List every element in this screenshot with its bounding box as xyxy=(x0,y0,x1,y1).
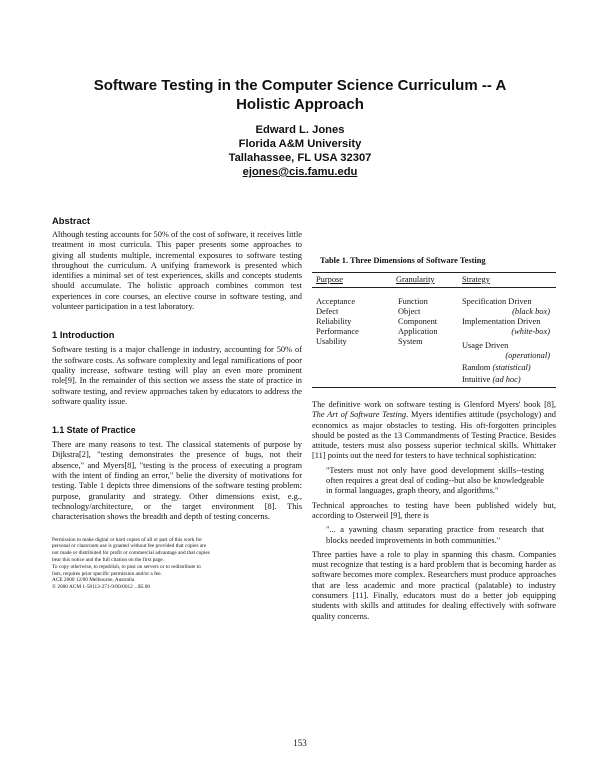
table-cell-purpose: Usability xyxy=(316,337,347,346)
copyright-line: To copy otherwise, to republish, to post on servers or to redistribute to xyxy=(52,563,201,570)
table-header-strategy: Strategy xyxy=(462,275,490,284)
table-header-purpose: Purpose xyxy=(316,275,343,284)
table-cell-strategy-note-text: (ad hoc) xyxy=(492,375,521,384)
author-email[interactable]: ejones@cis.famu.edu xyxy=(242,166,358,178)
paper-title-line-2: Holistic Approach xyxy=(236,96,364,113)
table-cell-strategy: Specification Driven xyxy=(462,297,532,306)
page-number: 153 xyxy=(293,738,307,748)
table-cell-strategy-note-text: (operational) xyxy=(505,351,550,360)
copyright-line: © 2000 ACM 1-58113-271-9/00/0012 ...$5.00 xyxy=(52,584,150,591)
state-of-practice-text: There are many reasons to test. The classical statements of purpose by Dijkstra[2], "testing demonstrates the presence of bugs, not their absence," and Myers[8], "testing is the process of executing a program with the intent of finding an error," belie the diversity of motivations for testing. Table 1 depicts three dimensions of the software testing problem: purpose, granularity and strategy. Other dimensions exist, e.g., technology/architecture, or the target environment [8]. This characterisation shows the breadth and depth of testing concerns. xyxy=(52,440,302,522)
author-name: Edward L. Jones xyxy=(255,124,345,136)
table-top-rule xyxy=(312,272,556,273)
table-cell-strategy xyxy=(462,363,531,373)
author-affiliation: Florida A&M University xyxy=(238,138,362,150)
table-cell-strategy-text: Random xyxy=(462,363,491,372)
copyright-line: Permission to make digital or hard copies of all or part of this work for xyxy=(52,536,203,543)
introduction-text: Software testing is a major challenge in industry, accounting for 50% of the software costs. As software complexity and legal ramifications of poor quality increase, software testing will play an even more prominent role[9]. In the remainder of this section we assess the state of practice in software testing, and review approaches taken by educators to address the software quality issue. xyxy=(52,345,302,406)
table-cell-purpose: Performance xyxy=(316,327,359,336)
table-cell-granularity: System xyxy=(398,337,423,346)
state-of-practice-heading: 1.1 State of Practice xyxy=(52,425,136,436)
abstract-heading: Abstract xyxy=(52,215,91,226)
osterweil-quote: "... a yawning chasm separating practice from research that blocks needed improvements in both communities." xyxy=(326,525,544,545)
table-cell-purpose: Acceptance xyxy=(316,297,356,306)
table-cell-strategy-note-text: (statistical) xyxy=(492,363,531,372)
author-location: Tallahassee, FL USA 32307 xyxy=(228,152,372,164)
table-cell-granularity: Function xyxy=(398,297,428,306)
table-header-rule xyxy=(312,287,556,288)
table-cell-granularity: Application xyxy=(398,327,438,336)
table-cell-strategy-note-text: (white-box) xyxy=(511,327,550,336)
table-cell-strategy-note xyxy=(512,307,550,317)
myers-paragraph-text: The definitive work on software testing is Glenford Myers' book [8], xyxy=(312,400,556,409)
table-cell-strategy xyxy=(462,375,521,385)
author-block xyxy=(120,123,480,179)
table-cell-strategy-note xyxy=(511,327,550,337)
myers-paragraph-text: . Myers identifies attitude (psychology) and economics as major obstacles to testing. His oft-forgotten principles should be posted as the 13 Commandments of Testing Practice. Besides attitude, testers must also possess superior technical skills. Whittaker [11] points out the need for testers to have technical sophistication: xyxy=(312,410,556,461)
table-cell-granularity: Object xyxy=(398,307,421,316)
myers-paragraph xyxy=(312,400,556,462)
table-cell-strategy-note-text: (black box) xyxy=(512,307,550,316)
table-header-granularity: Granularity xyxy=(396,275,435,284)
right-column xyxy=(312,400,556,622)
table-bottom-rule xyxy=(312,387,556,388)
copyright-line: not made or distributed for profit or commercial advantage and that copies xyxy=(52,550,210,557)
table-cell-purpose: Defect xyxy=(316,307,339,316)
three-parties-paragraph: Three parties have a role to play in spanning this chasm. Companies must recognize that testing is a hard problem that is becoming harder as software becomes more complex. Researchers must produce approaches that are less academic and more practical (palatable) to industry consumers [11]. Finally, educators must do a better job equipping students with skills and attitudes for dealing effectively with software quality concerns. xyxy=(312,549,556,621)
book-title: The Art of Software Testing xyxy=(312,410,407,420)
abstract-text: Although testing accounts for 50% of the cost of software, it receives little treatment in most curricula. This paper presents some approaches to giving all students multiple, incremental exposures to software testing throughout the curriculum. A unifying framework is presented which identifies a minimal set of test experiences, skills and concepts students should accumulate. The holistic approach combines common test experiences in core courses, an elective course in software testing, and volunteer participation in a test laboratory. xyxy=(52,230,302,312)
table-cell-strategy-text: Intuitive xyxy=(462,375,491,384)
copyright-notice xyxy=(52,537,302,591)
table-cell-strategy-note xyxy=(505,351,550,361)
table-cell-purpose: Reliability xyxy=(316,317,352,326)
left-column xyxy=(52,215,302,591)
table-cell-granularity: Component xyxy=(398,317,438,326)
introduction-heading: 1 Introduction xyxy=(52,329,115,341)
paper-title-line-1: Software Testing in the Computer Science Curriculum -- A xyxy=(93,77,507,94)
table-caption: Table 1. Three Dimensions of Software Testing xyxy=(320,256,486,265)
copyright-line: ACE 2000 12/00 Melbourne, Australia xyxy=(52,577,135,584)
technical-approaches-paragraph: Technical approaches to testing have been published widely but, according to Osterweil [9], there is xyxy=(312,500,556,520)
copyright-line: bear this notice and the full citation on the first page. xyxy=(52,556,164,563)
whittaker-quote: "Testers must not only have good development skills--testing often requires a great deal of coding--but also be knowledgeable in formal languages, graph theory, and algorithms." xyxy=(326,465,544,496)
copyright-line: lists, requires prior specific permission and/or a fee. xyxy=(52,570,162,577)
table-cell-strategy: Implementation Driven xyxy=(462,317,541,326)
copyright-line: personal or classroom use is granted without fee provided that copies are xyxy=(52,543,207,550)
table-cell-strategy: Usage Driven xyxy=(462,341,509,350)
paper-title xyxy=(60,76,540,114)
